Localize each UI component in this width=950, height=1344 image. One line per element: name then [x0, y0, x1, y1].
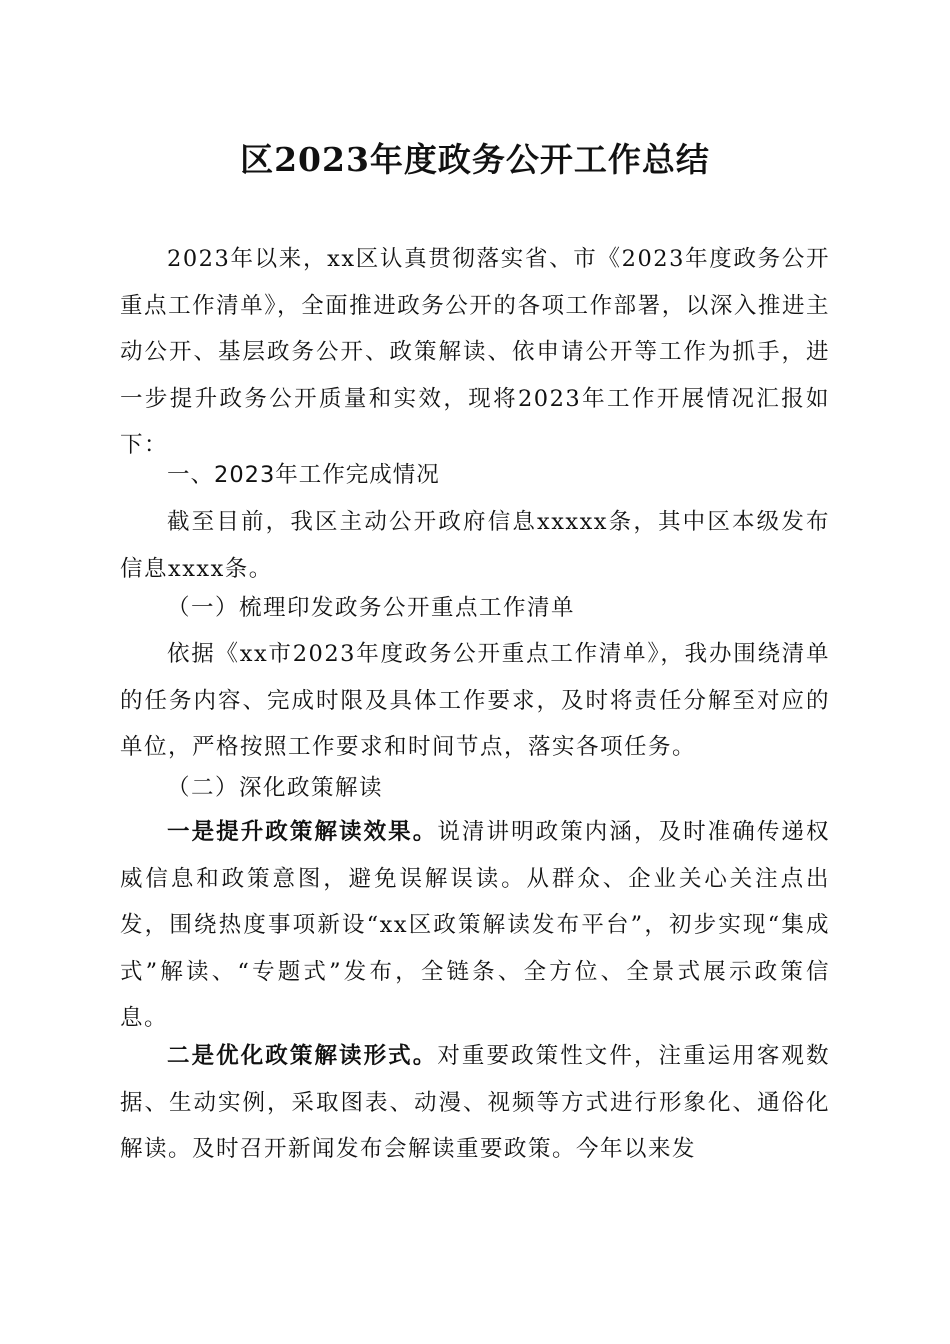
- point2-paragraph: [120, 1033, 830, 1173]
- section-heading-1: 一、2023年工作完成情况: [167, 462, 440, 488]
- subsection-heading-1: （一）梳理印发政务公开重点工作清单: [167, 595, 576, 621]
- subsection-heading-2: （二）深化政策解读: [167, 775, 384, 801]
- point2-lead: 二是优化政策解读形式。: [167, 1043, 438, 1069]
- point1-body: 说清讲明政策内涵，及时准确传递权威信息和政策意图，避免误解误读。从群众、企业关心关注点出发，围绕热度事项新设“xx区政策解读发布平台”，初步实现“集成式”解读、“专题式”发布，全链条、全方位、全景式展示政策信息。: [120, 819, 830, 1031]
- subsection1-body-paragraph: 依据《xx市2023年度政务公开重点工作清单》，我办围绕清单的任务内容、完成时限及具体工作要求，及时将责任分解至对应的单位，严格按照工作要求和时间节点，落实各项任务。: [120, 641, 830, 760]
- section1-summary-paragraph: 截至目前，我区主动公开政府信息xxxxx条，其中区本级发布信息xxxx条。: [120, 509, 830, 582]
- intro-paragraph: 2023年以来，xx区认真贯彻落实省、市《2023年度政务公开重点工作清单》，全面推进政务公开的各项工作部署，以深入推进主动公开、基层政务公开、政策解读、依申请公开等工作为抓手，进一步提升政务公开质量和实效，现将2023年工作开展情况汇报如下：: [120, 246, 830, 458]
- point2-body: 对重要政策性文件，注重运用客观数据、生动实例，采取图表、动漫、视频等方式进行形象化、通俗化解读。及时召开新闻发布会解读重要政策。今年以来发: [120, 1043, 830, 1162]
- document-title: 区2023年度政务公开工作总结: [240, 140, 710, 179]
- point1-paragraph: [120, 809, 830, 1042]
- point1-lead: 一是提升政策解读效果。: [167, 819, 438, 845]
